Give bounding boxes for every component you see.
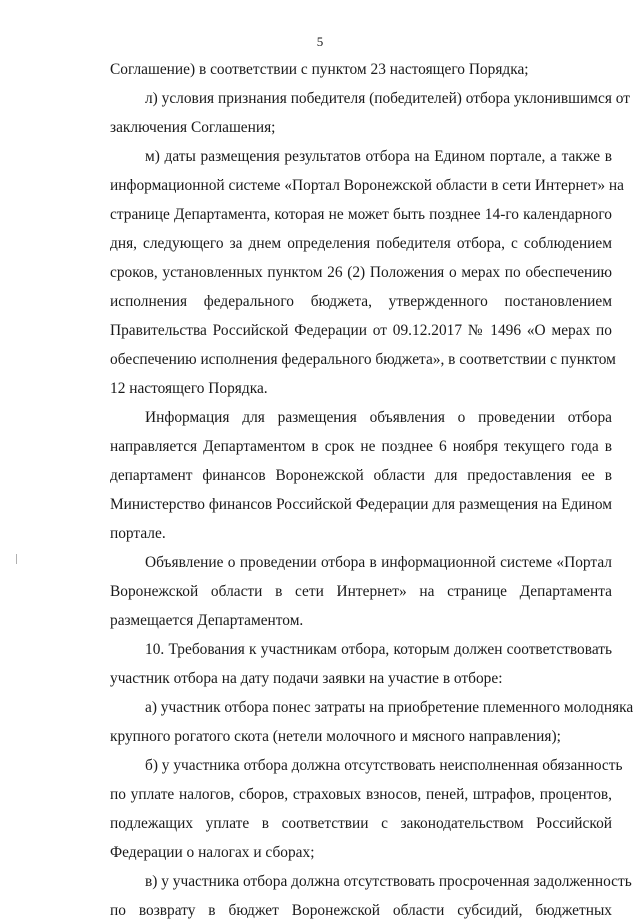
text-line: 12 настоящего Порядка. <box>110 380 268 397</box>
text-line: заключения Соглашения; <box>110 119 276 136</box>
text-line: крупного рогатого скота (нетели молочного и мясного направления); <box>110 728 561 745</box>
text-line: исполнения федерального бюджета, утвержденного постановлением <box>110 293 612 310</box>
text-line: по возврату в бюджет Воронежской области субсидий, бюджетных <box>110 902 612 919</box>
text-line: Министерство финансов Российской Федерации для размещения на Едином <box>110 496 612 513</box>
text-line: странице Департамента, которая не может быть позднее 14-го календарного <box>110 206 612 223</box>
text-line: Федерации о налогах и сборах; <box>110 844 315 861</box>
text-line: подлежащих уплате в соответствии с законодательством Российской <box>110 815 612 832</box>
text-line: Воронежской области в сети Интернет» на странице Департамента <box>110 583 612 600</box>
text-line: информационной системе «Портал Воронежской области в сети Интернет» на <box>110 177 624 194</box>
text-line: Правительства Российской Федерации от 09.12.2017 № 1496 «О мерах по <box>110 322 612 339</box>
text-line: м) даты размещения результатов отбора на Едином портале, а также в <box>145 148 612 165</box>
text-line: размещается Департаментом. <box>110 612 304 629</box>
text-line: участник отбора на дату подачи заявки на участие в отборе: <box>110 670 503 687</box>
text-line: в) у участника отбора должна отсутствовать просроченная задолженность <box>145 873 632 890</box>
text-line: Соглашение) в соответствии с пунктом 23 настоящего Порядка; <box>110 61 529 78</box>
text-line: портале. <box>110 525 166 542</box>
text-line: 10. Требования к участникам отбора, которым должен соответствовать <box>145 641 612 658</box>
text-line: а) участник отбора понес затраты на приобретение племенного молодняка <box>145 699 634 716</box>
page-number: 5 <box>316 34 324 49</box>
text-line: направляется Департаментом в срок не позднее 6 ноября текущего года в <box>110 438 612 455</box>
text-line: б) у участника отбора должна отсутствовать неисполненная обязанность <box>145 757 623 774</box>
text-line: Объявление о проведении отбора в информационной системе «Портал <box>145 554 612 571</box>
text-line: дня, следующего за днем определения победителя отбора, с соблюдением <box>110 235 612 252</box>
text-line: по уплате налогов, сборов, страховых взносов, пеней, штрафов, процентов, <box>110 786 612 803</box>
text-line: Информация для размещения объявления о проведении отбора <box>145 409 612 426</box>
text-line: обеспечению исполнения федерального бюджета», в соответствии с пунктом <box>110 351 616 368</box>
text-line: сроков, установленных пунктом 26 (2) Положения о мерах по обеспечению <box>110 264 612 281</box>
text-line: л) условия признания победителя (победителей) отбора уклонившимся от <box>145 90 630 107</box>
text-line: департамент финансов Воронежской области для предоставления ее в <box>110 467 612 484</box>
scan-margin-mark <box>16 554 17 564</box>
